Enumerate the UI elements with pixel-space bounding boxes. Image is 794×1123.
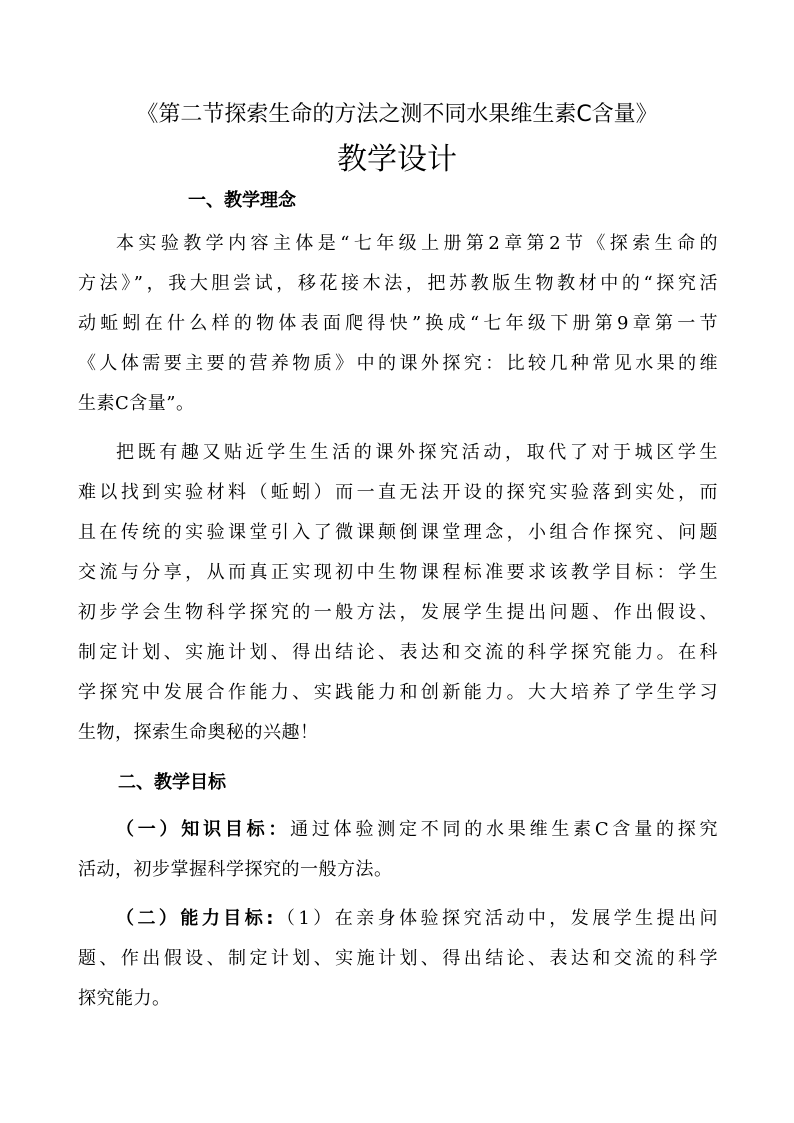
paragraph-line: 学探究中发展合作能力、实践能力和创新能力。大大培养了学生学习	[78, 682, 718, 703]
paragraph-line: 初步学会生物科学探究的一般方法，发展学生提出问题、作出假设、	[78, 602, 718, 623]
paragraph-line: 《人体需要主要的营养物质》中的课外探究：比较几种常见水果的维	[78, 353, 718, 374]
paragraph-line: 交流与分享，从而真正实现初中生物课程标准要求该教学目标：学生	[78, 562, 718, 583]
paragraph-line: 难以找到实验材料（蚯蚓）而一直无法开设的探究实验落到实处，而	[78, 482, 718, 503]
document-subtitle: 教学设计	[337, 142, 457, 177]
section-heading-teaching-goals: 二、教学目标	[118, 772, 226, 793]
paragraph-line: 题、作出假设、制定计划、实施计划、得出结论、表达和交流的科学	[78, 948, 718, 969]
goal-ability-line	[116, 899, 718, 939]
goal-knowledge-line	[116, 810, 718, 850]
goal-knowledge-text: 通过体验测定不同的水果维生素C含量的探究	[290, 819, 718, 840]
paragraph-line: 本实验教学内容主体是“七年级上册第2章第2节《探索生命的	[116, 233, 718, 254]
paragraph-line: 探究能力。	[78, 988, 171, 1009]
paragraph-line: 把既有趣又贴近学生生活的课外探究活动，取代了对于城区学生	[116, 442, 718, 463]
goal-ability-label: （二）能力目标:	[116, 908, 274, 929]
paragraph-line: 且在传统的实验课堂引入了微课颠倒课堂理念，小组合作探究、问题	[78, 522, 718, 543]
document-title: 《第二节探索生命的方法之测不同水果维生素C含量》	[136, 102, 658, 127]
section-heading-teaching-philosophy: 一、教学理念	[188, 190, 296, 211]
goal-knowledge-label: （一）知识目标：	[116, 819, 291, 840]
paragraph-line: 活动，初步掌握科学探究的一般方法。	[78, 859, 393, 880]
paragraph-line: 生物，探索生命奥秘的兴趣！	[78, 722, 319, 743]
paragraph-line: 动蚯蚓在什么样的物体表面爬得快”换成“七年级下册第9章第一节	[78, 313, 718, 334]
goal-ability-text: （1）在亲身体验探究活动中，发展学生提出问	[273, 908, 719, 929]
paragraph-line: 制定计划、实施计划、得出结论、表达和交流的科学探究能力。在科	[78, 642, 718, 663]
paragraph-line: 生素C含量”。	[78, 393, 195, 414]
paragraph-line: 方法》”，我大胆尝试，移花接木法，把苏教版生物教材中的“探究活	[78, 273, 718, 294]
